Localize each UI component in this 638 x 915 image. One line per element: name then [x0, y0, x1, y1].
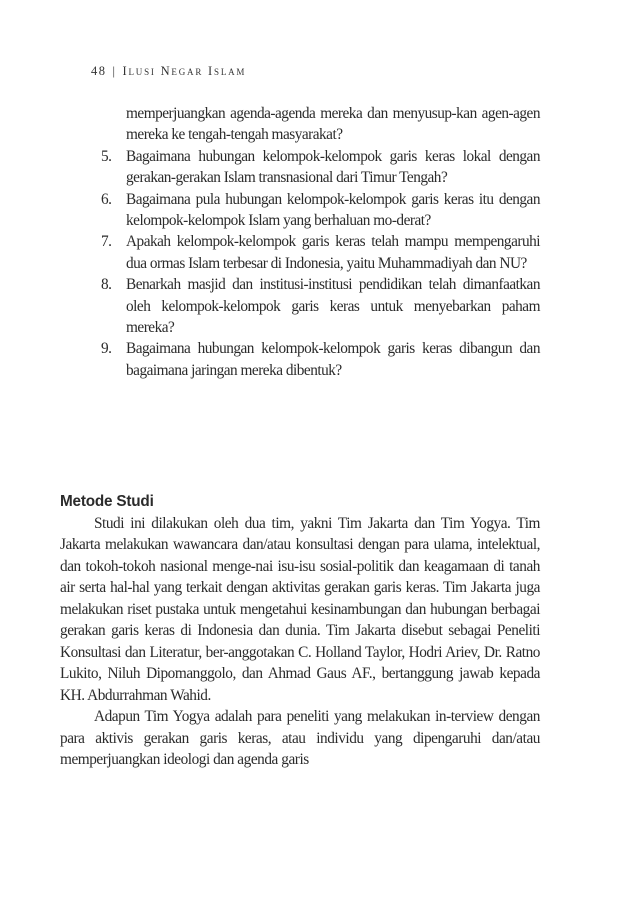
list-item-text: Benarkah masjid dan institusi-institusi pendidikan telah dimanfaatkan oleh kelompok-kelompok garis keras untuk menyebarkan paham mereka?: [126, 276, 540, 337]
list-item: [88, 231, 540, 274]
list-item-number: 8.: [101, 276, 112, 294]
running-header: [91, 64, 246, 79]
list-item-text: Bagaimana pula hubungan kelompok-kelompok garis keras itu dengan kelompok-kelompok Islam yang berhaluan mo-derat?: [126, 190, 540, 230]
book-title: Ilusi Negar Islam: [122, 64, 247, 78]
method-section: [60, 491, 540, 771]
list-item-number: 7.: [101, 233, 112, 251]
list-item-text: Bagaimana hubungan kelompok-kelompok garis keras dibangun dan bagaimana jaringan mereka dibentuk?: [126, 340, 540, 379]
list-item: [88, 274, 540, 338]
section-heading: Metode Studi: [60, 493, 154, 510]
list-item-number: 6.: [101, 190, 112, 208]
page-number: 48: [91, 64, 107, 78]
list-item-number: 9.: [101, 340, 112, 358]
body-paragraph: Adapun Tim Yogya adalah para peneliti yang melakukan in-terview dengan para aktivis gerakan garis keras, atau individu yang dipengaruhi dan/atau memperjuangkan ideologi dan agenda garis: [60, 708, 540, 768]
list-item-text: Bagaimana hubungan kelompok-kelompok garis keras lokal dengan gerakan-gerakan Islam transnasional dari Timur Tengah?: [126, 147, 540, 187]
list-item-text: memperjuangkan agenda-agenda mereka dan menyusup-kan agen-agen mereka ke tengah-tengah masyarakat?: [126, 105, 540, 144]
question-list: [88, 103, 540, 381]
header-separator: |: [112, 64, 117, 78]
list-item: [88, 146, 540, 189]
list-item-text: Apakah kelompok-kelompok garis keras telah mampu mempengaruhi dua ormas Islam terbesar di Indonesia, yaitu Muhammadiyah dan NU?: [126, 233, 540, 272]
body-paragraph: Studi ini dilakukan oleh dua tim, yakni Tim Jakarta dan Tim Yogya. Tim Jakarta melakukan wawancara dan/atau konsultasi dengan para ulama, intelektual, dan tokoh-tokoh nasional menge-nai isu-isu sosial-politik dan keagamaan di tanah air serta hal-hal yang terkait dengan aktivitas gerakan garis keras. Tim Jakarta juga melakukan riset pustaka untuk mengetahui kesinambungan dan hubungan berbagai gerakan garis keras di Indonesia dan dunia. Tim Jakarta disebut sebagai Peneliti Konsultasi dan Literatur, ber-anggotakan C. Holland Taylor, Hodri Ariev, Dr. Ratno Lukito, Niluh Dipomanggolo, dan Ahmad Gaus AF., bertanggung jawab kepada KH. Abdurrahman Wahid.: [60, 514, 540, 704]
list-item: [88, 189, 540, 232]
list-item-continuation: [88, 103, 540, 146]
list-item-number: 5.: [101, 147, 112, 165]
list-item: [88, 338, 540, 381]
